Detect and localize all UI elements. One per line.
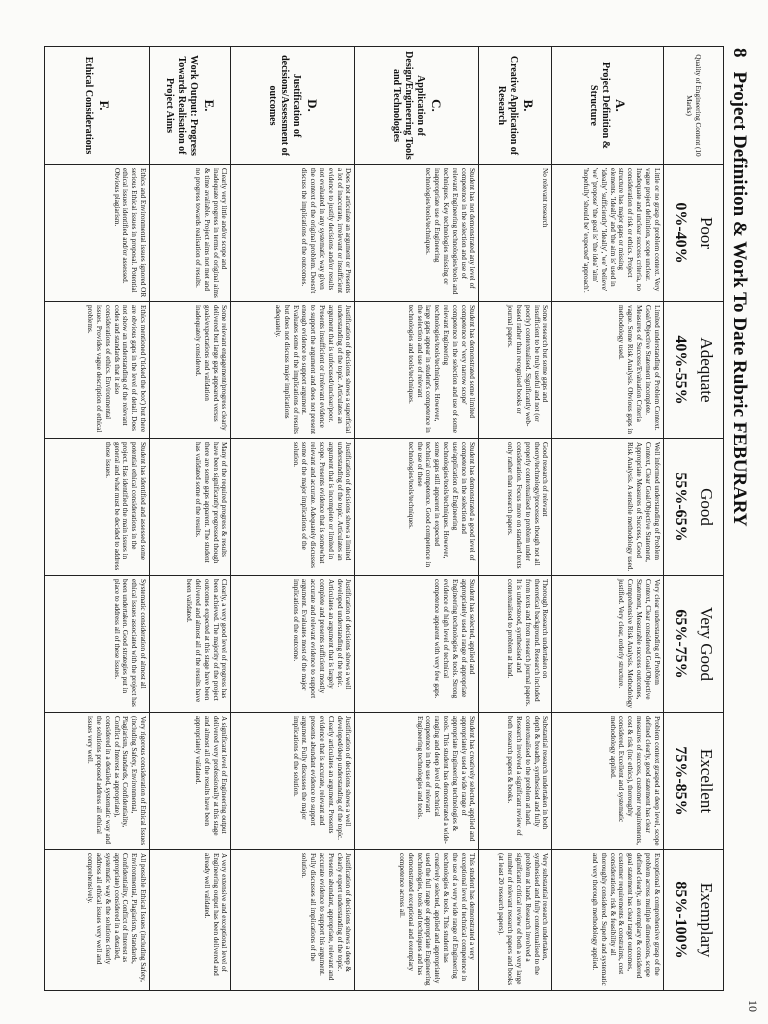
page-heading [728, 48, 750, 527]
rubric-cell: Ethics mentioned ('ticked the box') but there are obvious gaps in the level of detail. Does not show an understanding of the relevant codes and standards that it also considerations of ethics. Environmental issues. Provides vague description of ethical problems. [45, 302, 150, 439]
criterion-name: Justification of decisions/Assessment of outcomes [267, 55, 303, 156]
rubric-cell: Little or no grasp of problem context. Very vague project definition, scope unclear. Inadequate and unclear success criteria, no consideration of risk or ethics. Project structure has major gaps or missing elements. 'Ideally' and 'the aim is' used in 'ideally' 'sufficiently' 'Ideally', 'we' 'believe' 'we' 'propose' 'the goal is' 'the idea' 'aim' 'hopefully' 'should be' 'expected' 'approach'. [552, 165, 663, 302]
rubric-cell: Student has demonstrated a good level of competence in the selection and use/application of Engineering technologies/tools/techniques. However, some gaps still apparent in expected technical competence. Good competence in the use of these technologies/tools/techniques. [355, 439, 479, 576]
table-row [231, 47, 355, 991]
rubric-cell: Student has demonstrated some limited competence or 'very narrow scope' competence in the selection and use of some relevant Engineering technologies/tools/techniques. However, large gaps appear in student's competence in the selection and use of relevant technologies and tools/techniques. [355, 302, 479, 439]
criterion-letter: C. [428, 99, 444, 112]
criterion-letter: D. [304, 99, 320, 112]
table-row [149, 47, 231, 991]
rubric-cell: Clearly, a very good level of progress has been achieved. The majority of the project outcomes expected at this stage have been delivered and almost all of the results have been validated. [149, 576, 231, 713]
rubric-cell: Many of the required progress & results have been significantly progressed though there are some gaps apparent. The student has validated some of the results. [149, 439, 231, 576]
rubric-cell: Justification of decisions shows a limited understanding of the topic. Articulates an argument that is incomplete or limited in scope. Presents evidence that is somewhat relevant and accurate. Adequately discusses some of the major implications of the solution. [231, 439, 355, 576]
table-row [479, 47, 552, 991]
rubric-table [44, 46, 724, 991]
page-title: Project Definition & Work To Date Rubric FEBURARY [729, 71, 750, 527]
rubric-cell: Some research but some gaps and insufficient to be truly useful and not (or poorly) contextualised. Significantly web-based rather than recognised books or journal papers. [479, 302, 552, 439]
rubric-cell: Problem context grasped at deep level, scope defined clearly, good statement has clear measures of success, customer requirements, cost & risk (inc ethics), thoroughly considered. Excellent and systematic methodology applied. [552, 713, 663, 850]
rubric-cell: Student has selected, applied and appropriately used a range of appropriate Engineering technologies & tools. Strong evidence of high level of technical competence apparent with very few gaps. [355, 576, 479, 713]
header-adequate [663, 302, 723, 439]
criterion-letter: F. [96, 100, 112, 111]
table-row [45, 47, 150, 991]
grade-label: Exemplary [696, 882, 716, 958]
criterion-label [231, 47, 355, 165]
criterion-label [355, 47, 479, 165]
rubric-cell: Clearly very little and/or scope and inadequate progress in terms of original aims & time available. Project aims not met and no progress towards realisation of results. [149, 165, 231, 302]
rubric-cell: Very clear understanding of Problem Context, Clear considered Goal/Objective Statement, Measurable success outcomes, Comprehensive Risk Analysis. Methodology justified. Very clear, orderly structure. [552, 576, 663, 713]
criterion-name: Ethical Considerations [83, 56, 95, 155]
header-excellent [663, 713, 723, 850]
rubric-cell: No relevant research [479, 165, 552, 302]
header-poor [663, 165, 723, 302]
rubric-cell: Limited understanding of Problem Context. Goal/Objective Statement incomplete. Measures of Success/Evaluation Criteria vague. Some Risk Analysis. Obvious gaps in methodology used. [552, 302, 663, 439]
criterion-letter: B. [521, 99, 537, 112]
header-row [663, 47, 723, 991]
rubric-cell: A significant level of Engineering output delivered very professionally at this stage and almost all of the results have been appropriately validated. [149, 713, 231, 850]
grade-label: Poor [696, 216, 716, 250]
rubric-cell: This student has demonstrated a very exceptional level of technical competence in the use of a very wide range of Engineering technologies & tools. This student has creatively selected, applied and appropriately used the full range of appropriate Engineering technologies, tools and techniques and has demonstrated exceptional and exemplary competence across all. [355, 850, 479, 991]
grade-range: 55%-65% [672, 472, 690, 542]
rubric-cell: Student has creatively selected, applied and appropriately used a wide range of appropriate Engineering technologies & tools. This student has demonstrated a wide-ranging and deep level of technical competence in the use of relevant Engineering technologies and tools. [355, 713, 479, 850]
grade-range: 85%-100% [672, 881, 690, 959]
criterion-label [45, 47, 150, 165]
grade-label: Very Good [696, 606, 716, 682]
rubric-cell: Some relevant engagement/progress clearly delivered but large gaps appeared versus goals/expectations and validation inadequately considered. [149, 302, 231, 439]
header-very-good [663, 576, 723, 713]
rubric-cell: Very rigorous consideration of Ethical Issues (including Safety, Environmental, Plagiarism, Standards, Confidentiality, Conflict of Interest as appropriate), considered in a detailed, systematic way and the solutions proposed address all ethical issues very well. [45, 713, 150, 850]
criterion-name: Application of Design/Engineering Tools and Technologies [391, 51, 427, 160]
criterion-name: Project Definition & Structure [587, 61, 611, 149]
header-good [663, 439, 723, 576]
rubric-cell: Ethics and Environmental issues ignored OR serious Ethical issues in proposal. Potential ethical issues identified and/or assessed. Obvious plagiarism. [45, 165, 150, 302]
rubric-cell: Does not articulate an argument or Presents a lot of inaccurate, irrelevant or insufficient evidence to justify decisions and/or results not evaluated in any systematic way given the context of the original problem. Doesn't discuss the implications of the outcomes. [231, 165, 355, 302]
grade-range: 40%-55% [672, 335, 690, 405]
section-number: 8 [729, 48, 750, 58]
corner-label: Quality of Engineering Content (10 Marks) [663, 47, 723, 165]
rubric-cell: Good research of relevant theory/technology/processes though not all properly contextualised to problem under consideration. Focus more on standard texts only rather than research papers. [479, 439, 552, 576]
grade-range: 0%-40% [672, 202, 690, 264]
grade-range: 75%-85% [672, 746, 690, 816]
grade-label: Good [696, 488, 716, 526]
header-exemplary [663, 850, 723, 991]
criterion-label [149, 47, 231, 165]
rubric-cell: Justification of decisions shows a well developed/deep understanding of the topic. Clearly articulates an argument. Presents evidence that is accurate, relevant and presents abundant evidence to support argument. Fully discusses the major implications of the solution. [231, 713, 355, 850]
rubric-cell: Exceptional & comprehensive grasp of the problem across multiple dimensions, scope defined clearly, an exemplary & considered goal statement has clear target outcomes, customer requirements & constraints, cost considerations, risk & feasibility all thoroughly considered. Superb and systematic and very thorough methodology applied. [552, 850, 663, 991]
table-row [355, 47, 479, 991]
rubric-cell: All possible Ethical Issues (including Safety, Environmental, Plagiarism, Standards, Confidentiality, Conflict of Interest as appropriate) considered in a detailed, systematic way & the solutions clearly address all ethical issues very well and comprehensively. [45, 850, 150, 991]
criterion-letter: E. [202, 99, 217, 112]
rubric-cell: Student has identified and assessed some potential ethical considerations in the project. Has identified the main issues in general and what must be decided to address those issues. [45, 439, 150, 576]
grade-label: Adequate [696, 337, 716, 403]
rubric-cell: Justification of decisions shows a superficial understanding of the topic. Articulates an argument that is unfocused/unclear/poor. Presents insufficient or irrelevant evidence to support the argument and does not present enough evidence to support argument. Evaluates some of the implications of results but does not discuss major implications adequately. [231, 302, 355, 439]
rubric-cell: Student has not demonstrated any level of competence in the selection and use of relevant Engineering technologies/tools and techniques. Key technologies missing or inappropriate use of Engineering technologies/tools/techniques. [355, 165, 479, 302]
rubric-cell: Substantial research undertaken in both depth & breadth, synthesised and fully contextualised to the problem at hand. Research involved a significant review of both research papers & books. [479, 713, 552, 850]
page-number: 10 [746, 1000, 760, 1012]
rubric-cell: Justification of decisions shows a well developed understanding of the topic. Articulates an argument that is largely complete and presents sufficient mostly accurate and relevant evidence to support argument. Evaluates most of the major implications of the outcome. [231, 576, 355, 713]
rubric-cell: Very substantial research undertaken, synthesised and fully contextualised to the problem at hand. Research involved a significant critical review of both a very large number of relevant research papers and books (at least 20 research papers). [479, 850, 552, 991]
criterion-letter: A. [613, 99, 629, 112]
rubric-cell: A very extensive and exceptional level of Engineering output has been delivered and already well validated. [149, 850, 231, 991]
rubric-cell: Thorough Research undertaken on theoretical background. Research included from texts and from research journal papers. It is understood, synthesised and contextualised to problem at hand. [479, 576, 552, 713]
criterion-name: Creative Application of Research [495, 55, 519, 156]
criterion-label [552, 47, 663, 165]
grade-range: 65%-75% [672, 609, 690, 679]
criterion-label [479, 47, 552, 165]
rubric-cell: Systematic consideration of almost all ethical issues associated with the project has been undertaken. Good strategies put in place to address all of these issues. [45, 576, 150, 713]
rubric-cell: Well informed understanding of Problem Context, Clear Goal/Objective Statement, Appropriate Measures of Success, Good Risk Analysis. A sensible methodology used. [552, 439, 663, 576]
criterion-name: Work Output: Progress Towards Realisation of Project Aims [164, 55, 200, 156]
rubric-cell: Justification of decisions shows a deep & clearly expert understanding of the topic. Presents abundant, appropriate, relevant and accurate evidence to support his argument. Fully discusses all implications of the solution. [231, 850, 355, 991]
grade-label: Excellent [696, 748, 716, 814]
table-row [552, 47, 663, 991]
